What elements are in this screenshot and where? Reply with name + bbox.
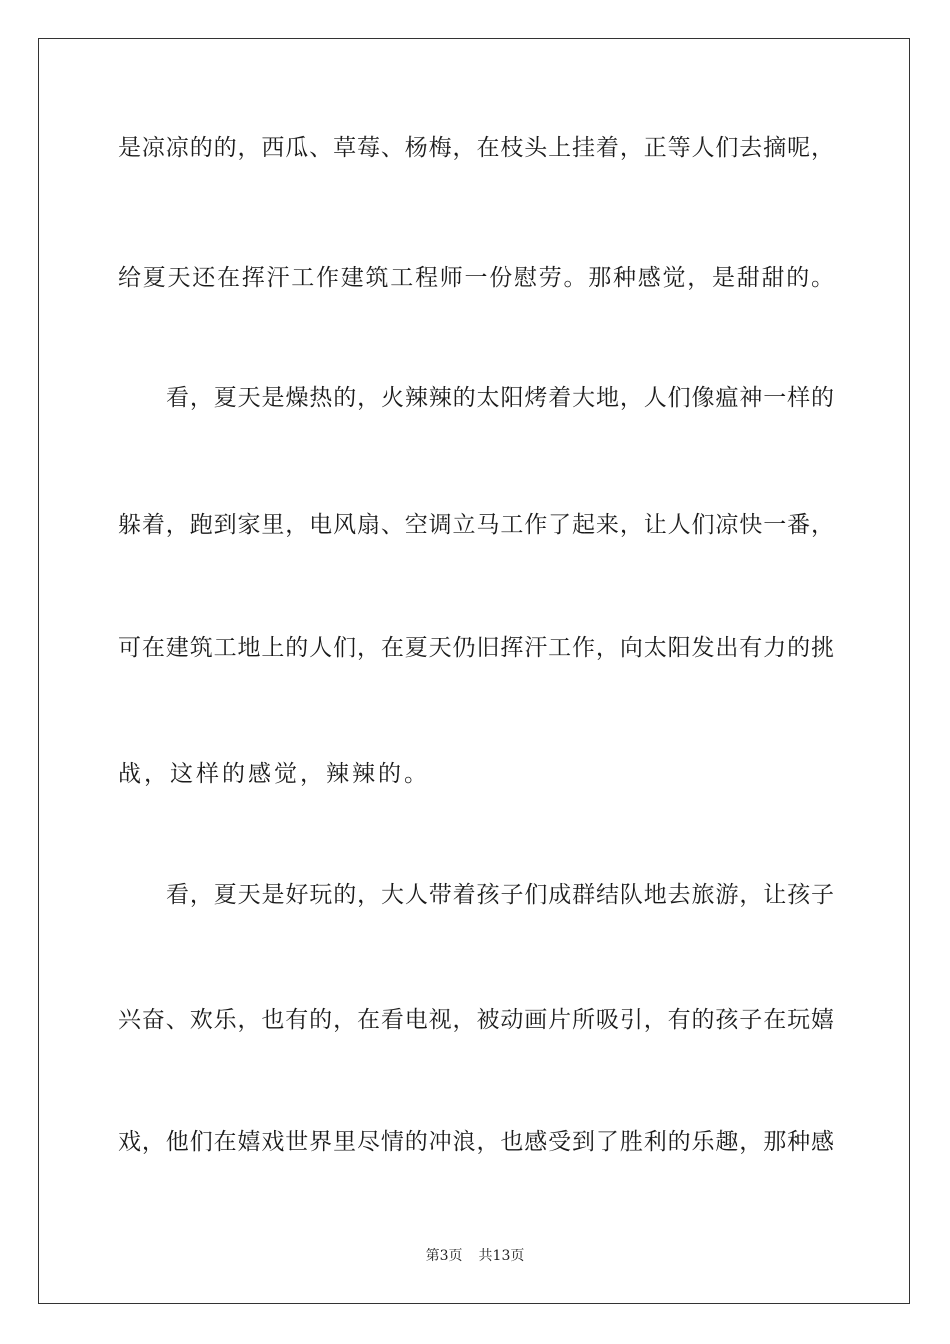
text-line: 躲着，跑到家里，电风扇、空调立马工作了起来，让人们凉快一番， — [118, 512, 834, 538]
text-line: 戏，他们在嬉戏世界里尽情的冲浪，也感受到了胜利的乐趣，那种感 — [118, 1129, 834, 1155]
text-line: 看，夏天是燥热的，火辣辣的太阳烤着大地，人们像瘟神一样的 — [166, 385, 834, 411]
page-number: 第3页 — [425, 1248, 463, 1264]
page-total: 共13页 — [478, 1248, 525, 1264]
text-line: 可在建筑工地上的人们，在夏天仍旧挥汗工作，向太阳发出有力的挑 — [118, 635, 834, 661]
text-line: 给夏天还在挥汗工作建筑工程师一份慰劳。那种感觉，是甜甜的。 — [118, 265, 834, 291]
page-border — [38, 38, 910, 1304]
page-footer — [0, 1246, 950, 1266]
text-line: 战，这样的感觉，辣辣的。 — [118, 761, 430, 787]
text-line: 看，夏天是好玩的，大人带着孩子们成群结队地去旅游，让孩子 — [166, 882, 834, 908]
text-line: 兴奋、欢乐，也有的，在看电视，被动画片所吸引，有的孩子在玩嬉 — [118, 1007, 834, 1033]
text-line: 是凉凉的的，西瓜、草莓、杨梅，在枝头上挂着，正等人们去摘呢， — [118, 135, 834, 161]
